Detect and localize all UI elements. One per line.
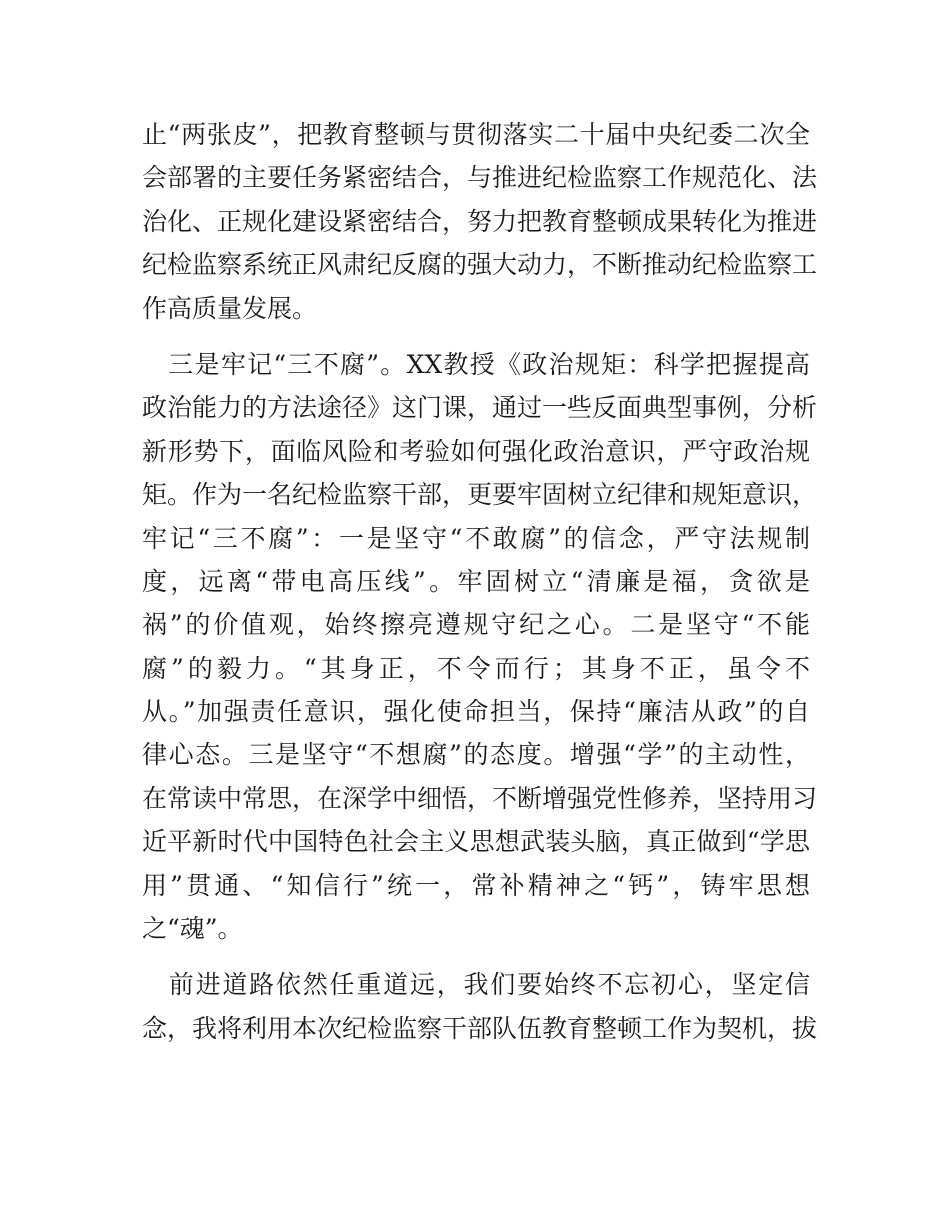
text-line: 律心态。三是坚守“不想腐”的态度。增强“学”的主动性， [142, 740, 810, 770]
text-line: 作高质量发展。 [142, 293, 318, 323]
text-line: 祸”的价值观，始终擦亮遵规守纪之心。二是坚守“不能 [142, 610, 810, 640]
paragraph-2 [142, 343, 818, 950]
text-line: 度，远离“带电高压线”。牢固树立“清廉是福，贪欲是 [142, 566, 810, 596]
text-line: 近平新时代中国特色社会主义思想武装头脑，真正做到“学思 [142, 827, 810, 857]
document-body [142, 113, 818, 1050]
text-line: 纪检监察系统正风肃纪反腐的强大动力，不断推动纪检监察工 [142, 250, 818, 280]
text-line: 三是牢记“三不腐”。XX教授《政治规矩：科学把握提高 [142, 349, 810, 379]
text-line: 政治能力的方法途径》这门课，通过一些反面典型事例，分析 [142, 393, 818, 423]
text-line: 从。”加强责任意识，强化使命担当，保持“廉洁从政”的自 [142, 697, 810, 727]
text-line: 会部署的主要任务紧密结合，与推进纪检监察工作规范化、法 [142, 163, 818, 193]
text-line: 之“魂”。 [142, 914, 243, 944]
text-line: 念，我将利用本次纪检监察干部队伍教育整顿工作为契机，拔 [142, 1013, 818, 1043]
text-line: 在常读中常思，在深学中细悟，不断增强党性修养，坚持用习 [142, 783, 818, 813]
paragraph-1 [142, 113, 818, 330]
text-line: 腐”的毅力。“其身正，不令而行；其身不正，虽令不 [142, 653, 810, 683]
text-line: 止“两张皮”，把教育整顿与贯彻落实二十届中央纪委二次全 [142, 120, 810, 149]
text-line: 用”贯通、“知信行”统一，常补精神之“钙”，铸牢思想 [142, 870, 810, 900]
text-line: 矩。作为一名纪检监察干部，更要牢固树立纪律和规矩意识， [142, 480, 818, 510]
text-line: 牢记“三不腐”：一是坚守“不敢腐”的信念，严守法规制 [142, 523, 810, 553]
paragraph-3 [142, 963, 818, 1050]
text-line: 新形势下，面临风险和考验如何强化政治意识，严守政治规 [142, 436, 810, 466]
text-line: 治化、正规化建设紧密结合，努力把教育整顿成果转化为推进 [142, 206, 818, 236]
text-line: 前进道路依然任重道远，我们要始终不忘初心，坚定信 [142, 970, 810, 1000]
